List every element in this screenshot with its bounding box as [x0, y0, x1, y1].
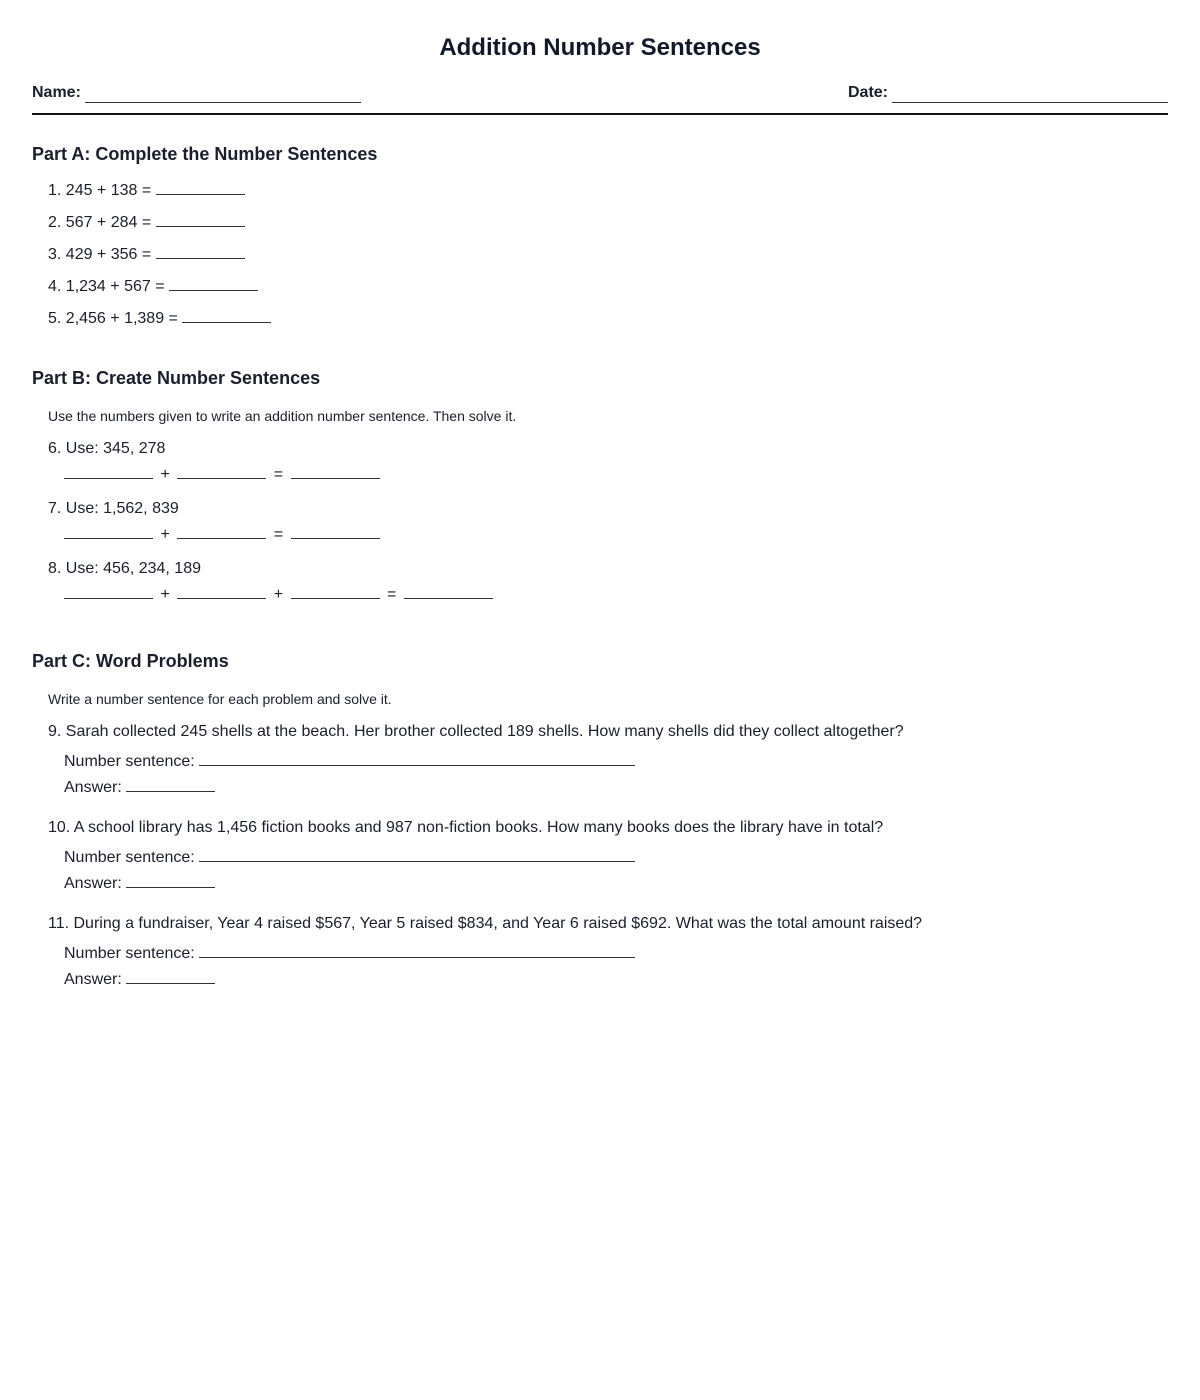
- part-b-heading: Part B: Create Number Sentences: [32, 368, 321, 388]
- name-input-line[interactable]: [85, 86, 361, 103]
- number-sentence-row: [48, 750, 1168, 772]
- part-b-problem-list: [32, 439, 1168, 619]
- name-date-row: [32, 83, 1168, 115]
- number-sentence-label: Number sentence:: [64, 753, 195, 770]
- problem-text: 11. During a fundraiser, Year 4 raised $567, Year 5 raised $834, and Year 6 raised $692. What was the total amount raised?: [48, 915, 923, 932]
- name-field: [32, 83, 361, 103]
- answer-label: Answer:: [64, 779, 122, 796]
- problem-text: 3. 429 + 356 =: [48, 246, 152, 263]
- part-a-problem-5: [48, 307, 1168, 339]
- answer-blank[interactable]: [156, 211, 245, 227]
- problem-text: 1. 245 + 138 =: [48, 182, 152, 199]
- problem-text: 9. Sarah collected 245 shells at the beach. Her brother collected 189 shells. How many shells did they collect altogether?: [48, 723, 904, 740]
- addend-blank[interactable]: [177, 463, 266, 479]
- equals-sign: =: [273, 526, 284, 543]
- addend-blank[interactable]: [177, 523, 266, 539]
- problem-text: 8. Use: 456, 234, 189: [48, 560, 201, 577]
- problem-text: 10. A school library has 1,456 fiction books and 987 non-fiction books. How many books does the library have in total?: [48, 819, 884, 836]
- part-a-problem-3: [48, 243, 1168, 275]
- answer-label: Answer:: [64, 875, 122, 892]
- part-a-problem-1: [48, 179, 1168, 211]
- number-sentence-blank[interactable]: [199, 750, 635, 766]
- part-b-problem-6: [48, 439, 1168, 499]
- number-sentence-label: Number sentence:: [64, 849, 195, 866]
- plus-sign: +: [273, 586, 284, 603]
- part-b-problem-7: [48, 499, 1168, 559]
- answer-blank[interactable]: [126, 968, 215, 984]
- plus-sign: +: [160, 466, 170, 483]
- sum-blank[interactable]: [291, 463, 380, 479]
- part-a-problem-4: [48, 275, 1168, 307]
- problem-text: 7. Use: 1,562, 839: [48, 500, 179, 517]
- number-sentence-row: [48, 846, 1168, 868]
- number-sentence-line: [48, 583, 1168, 605]
- number-sentence-line: [48, 523, 1168, 545]
- problem-text: 2. 567 + 284 =: [48, 214, 152, 231]
- part-c-problem-9: [48, 722, 1168, 798]
- answer-blank[interactable]: [156, 179, 245, 195]
- number-sentence-row: [48, 942, 1168, 964]
- part-b-instructions: Use the numbers given to write an addition number sentence. Then solve it.: [48, 408, 517, 424]
- problem-text: 6. Use: 345, 278: [48, 440, 166, 457]
- answer-row: [48, 776, 1168, 798]
- date-field: [848, 83, 1168, 103]
- part-b-problem-8: [48, 559, 1168, 619]
- date-label: Date:: [847, 84, 888, 101]
- answer-blank[interactable]: [182, 307, 271, 323]
- part-a-heading: Part A: Complete the Number Sentences: [32, 144, 378, 164]
- part-c-problem-11: [48, 914, 1168, 990]
- part-a-problem-2: [48, 211, 1168, 243]
- sum-blank[interactable]: [404, 583, 493, 599]
- answer-blank[interactable]: [126, 776, 215, 792]
- number-sentence-line: [48, 463, 1168, 485]
- number-sentence-blank[interactable]: [199, 846, 635, 862]
- answer-blank[interactable]: [156, 243, 245, 259]
- part-c-problem-list: [32, 722, 1168, 990]
- answer-blank[interactable]: [169, 275, 258, 291]
- plus-sign: +: [160, 526, 170, 543]
- sum-blank[interactable]: [291, 523, 380, 539]
- equals-sign: =: [386, 586, 397, 603]
- addend-blank[interactable]: [64, 523, 153, 539]
- answer-label: Answer:: [64, 971, 122, 988]
- number-sentence-label: Number sentence:: [64, 945, 195, 962]
- part-c-instructions: Write a number sentence for each problem and solve it.: [48, 691, 392, 707]
- addend-blank[interactable]: [64, 583, 153, 599]
- plus-sign: +: [160, 586, 170, 603]
- equals-sign: =: [273, 466, 284, 483]
- part-a-problem-list: [32, 179, 1168, 339]
- answer-row: [48, 872, 1168, 894]
- part-c-heading: Part C: Word Problems: [32, 651, 229, 671]
- answer-blank[interactable]: [126, 872, 215, 888]
- part-c-problem-10: [48, 818, 1168, 894]
- number-sentence-blank[interactable]: [199, 942, 635, 958]
- page-title: Addition Number Sentences: [439, 34, 761, 61]
- addend-blank[interactable]: [64, 463, 153, 479]
- problem-text: 5. 2,456 + 1,389 =: [48, 310, 178, 327]
- name-label: Name:: [32, 84, 81, 101]
- answer-row: [48, 968, 1168, 990]
- addend-blank[interactable]: [177, 583, 266, 599]
- date-input-line[interactable]: [892, 86, 1168, 103]
- addend-blank[interactable]: [291, 583, 380, 599]
- problem-text: 4. 1,234 + 567 =: [48, 278, 165, 295]
